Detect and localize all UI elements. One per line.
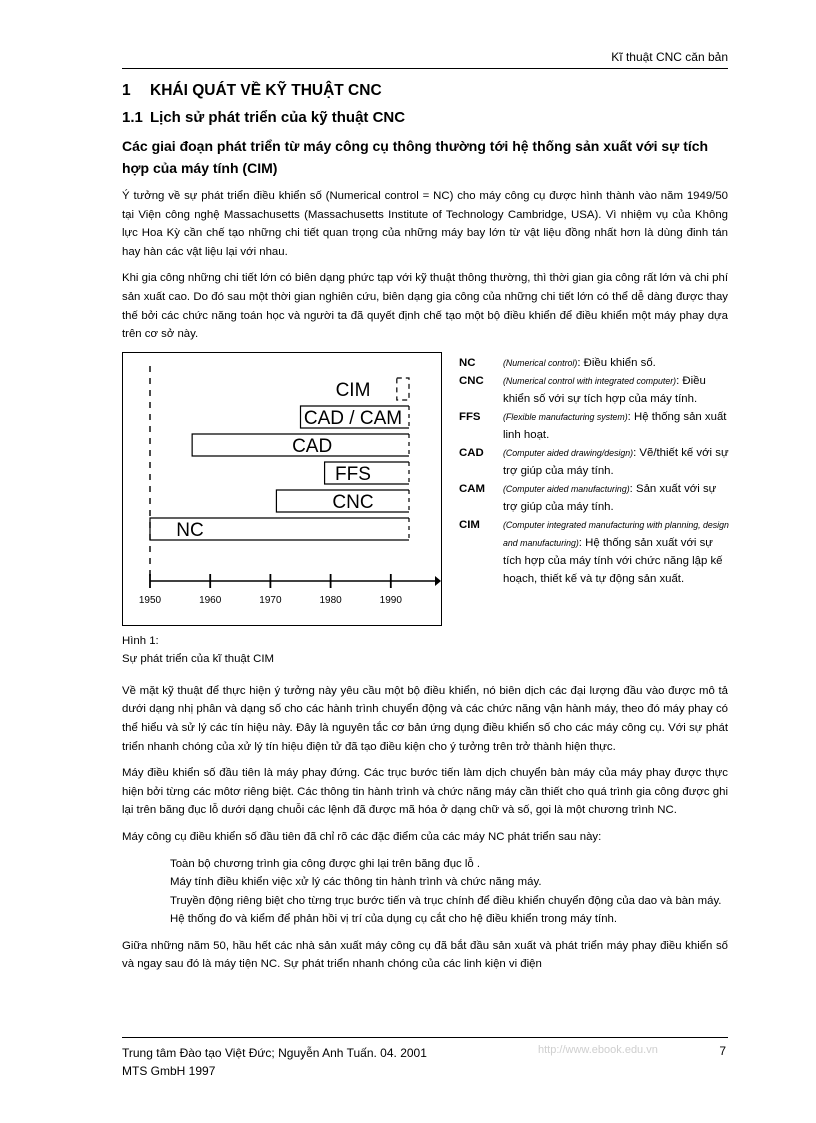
- list-item: Toàn bộ chương trình gia công được ghi lại trên băng đục lỗ .: [170, 857, 481, 870]
- section-heading: [122, 82, 728, 100]
- legend-vietnamese: : Điều khiển số với sự tích hợp của máy tính.: [503, 374, 706, 405]
- bar-outline: [397, 378, 409, 400]
- legend-item-nc: [459, 354, 729, 372]
- legend-key: FFS: [459, 410, 481, 423]
- paragraph-2: Khi gia công những chi tiết lớn có biên dạng phức tạp với kỹ thuật thông thường, thì thời gian gia công rất lớn và chi phí sản xuất cao. Do đó sau một thời gian nghiên cứu, biên dạng gia công của những chi tiết lớn có thể dễ dàng được thay thế bởi các chức năng toán học và người ta đã quyết định chế tạo một bộ điều khiển để điều khiển một máy phay dựa trên cơ sở này.: [122, 272, 728, 341]
- section-title: KHÁI QUÁT VỀ KỸ THUẬT CNC: [150, 82, 382, 99]
- legend-key: CIM: [459, 518, 480, 531]
- page-content: [122, 82, 728, 982]
- legend-item-cam: [459, 480, 729, 516]
- bar-label: NC: [176, 519, 204, 541]
- legend-item-cim: [459, 516, 729, 588]
- bar-label: CIM: [335, 379, 371, 401]
- legend-vietnamese: : Hệ thống sản xuất linh hoạt.: [503, 410, 727, 441]
- legend-item-ffs: [459, 408, 729, 444]
- x-tick-label: 1990: [379, 594, 402, 606]
- subsection-heading: [122, 109, 728, 126]
- section-number: 1: [122, 82, 131, 99]
- legend-item-cad: [459, 444, 729, 480]
- legend-item-cnc: [459, 372, 729, 408]
- paragraph-6: Giữa những năm 50, hầu hết các nhà sản xuất máy công cụ đã bắt đầu sản xuất và phát triển máy phay điều khiển số và ngay sau đó là máy tiện NC. Sự phát triển nhanh chóng của các linh kiện vi điện: [122, 939, 728, 971]
- timeline-chart: [122, 352, 442, 626]
- bar-label: CAD: [292, 435, 333, 457]
- legend-vietnamese: : Vẽ/thiết kế với sự trợ giúp của máy tính.: [503, 446, 729, 477]
- paragraph-3: Về mặt kỹ thuật để thực hiện ý tưởng này yêu cầu một bộ điều khiển, nó biên dịch các đại lượng đầu vào được mô tả dưới dạng nhị phân và dạng số cho các hành trình chuyển động và các chức năng vận hành máy, theo đó máy phay có thể hiểu và sử lý các tín hiệu này. Đây là nguyên tắc cơ bản ứng dụng điều khiển số cho các máy công cụ. Với sự phát triển nhanh chóng của xử lý tín hiệu điện tử đã tạo điều kiện cho ý tưởng trên trở thành hiện thực.: [122, 684, 728, 753]
- subsection-title: Lịch sử phát triển của kỹ thuật CNC: [150, 109, 406, 126]
- paragraph-1: Ý tưởng về sự phát triển điều khiển số (Numerical control = NC) cho máy công cụ được hình thành vào năm 1949/50 tại Viện công nghệ Massachusetts (Massachusetts Institute of Technology Cambridge, USA). Vì nhiệm vụ của Không lực Hoa Kỳ cần chế tạo những chi tiết quan trọng của những máy bay lớn từ vật liệu đồng nhất hơn là dùng đinh tán hay hàn các vật liệu lại với nhau.: [122, 190, 728, 258]
- feature-list: [122, 855, 728, 929]
- legend-english: (Computer aided drawing/design): [503, 447, 634, 458]
- legend-key: CAD: [459, 446, 484, 459]
- legend-vietnamese: : Hệ thống sản xuất với sự tích hợp của máy tính với chức năng lập kế hoạch, thiết kế và tự động sản xuất.: [503, 536, 723, 585]
- page-number: 7: [719, 1044, 726, 1058]
- timeline-bar-cim: [336, 378, 409, 401]
- timeline-bar-ffs: [325, 462, 409, 485]
- list-item: Máy tính điều khiển việc xử lý các thông tin hành trình và chức năng máy.: [170, 876, 542, 889]
- legend-english: (Computer aided manufacturing): [503, 483, 630, 494]
- list-item: Hệ thống đo và kiểm để phản hồi vị trí của dụng cụ cắt cho hệ điều khiển trong máy tính.: [170, 913, 618, 926]
- x-axis-arrowhead: [435, 576, 441, 586]
- timeline-bar-cnc: [276, 490, 409, 513]
- x-tick-label: 1970: [259, 594, 282, 606]
- page-footer: [122, 1037, 728, 1080]
- legend-vietnamese: : Sản xuất với sự trợ giúp của máy tính.: [503, 482, 717, 513]
- legend-english: (Numerical control): [503, 357, 578, 368]
- legend-english: (Numerical control with integrated computer): [503, 375, 677, 386]
- figure-caption: [122, 632, 728, 668]
- caption-label: Hình 1:: [122, 634, 159, 647]
- legend-english: (Flexible manufacturing system): [503, 411, 628, 422]
- header-title: Kĩ thuật CNC căn bản: [611, 50, 728, 64]
- paragraph-5: Máy công cụ điều khiển số đầu tiên đã chỉ rõ các đặc điểm của các máy NC phát triển sau này:: [122, 830, 602, 843]
- x-tick-label: 1960: [199, 594, 222, 606]
- bar-label: CNC: [332, 491, 374, 513]
- x-tick-label: 1950: [138, 594, 162, 606]
- legend-english: (Computer integrated manufacturing with planning, design and manufacturing): [503, 519, 729, 548]
- legend-key: NC: [459, 356, 476, 369]
- caption-text: Sự phát triển của kĩ thuật CIM: [122, 652, 274, 665]
- subsection-number: 1.1: [122, 109, 143, 126]
- legend-key: CAM: [459, 482, 485, 495]
- legend-key: CNC: [459, 374, 484, 387]
- footer-author: Trung tâm Đào tạo Việt Đức; Nguyễn Anh Tuấn. 04. 2001: [122, 1046, 427, 1060]
- x-tick-label: 1980: [319, 594, 342, 606]
- chart-frame: [123, 352, 442, 625]
- timeline-bar-cad: [192, 434, 409, 457]
- bar-label: FFS: [335, 463, 371, 485]
- page-header: [122, 50, 728, 69]
- legend: [459, 354, 729, 588]
- footer-org: MTS GmbH 1997: [122, 1064, 216, 1078]
- timeline-bar-nc: [150, 518, 409, 541]
- bar-label: CAD / CAM: [303, 407, 403, 429]
- paragraph-4: Máy điều khiển số đầu tiên là máy phay đứng. Các trục bước tiến làm dịch chuyển bàn máy của máy phay được thực hiện bởi từng các môtơ riêng biệt. Các thông tin hành trình và chức năng máy cần thiết cho quá trình gia công được ghi lại trên băng đục lỗ dưới dạng chuỗi các lệnh đã được mã hóa ở dạng chữ và số, gọi là một chương trình NC.: [122, 767, 728, 817]
- subheading: Các giai đoạn phát triển từ máy công cụ thông thường tới hệ thống sản xuất với sự tích hợp của máy tính (CIM): [122, 138, 709, 176]
- timeline-bar-cad-cam: [301, 406, 410, 429]
- legend-vietnamese: : Điều khiển số.: [577, 356, 656, 369]
- list-item: Truyền động riêng biệt cho từng trục bước tiến và trục chính để điều khiển chuyển động của dao và bàn máy.: [170, 894, 722, 907]
- watermark-url[interactable]: http://www.ebook.edu.vn: [538, 1044, 658, 1056]
- figure-row: [122, 352, 728, 628]
